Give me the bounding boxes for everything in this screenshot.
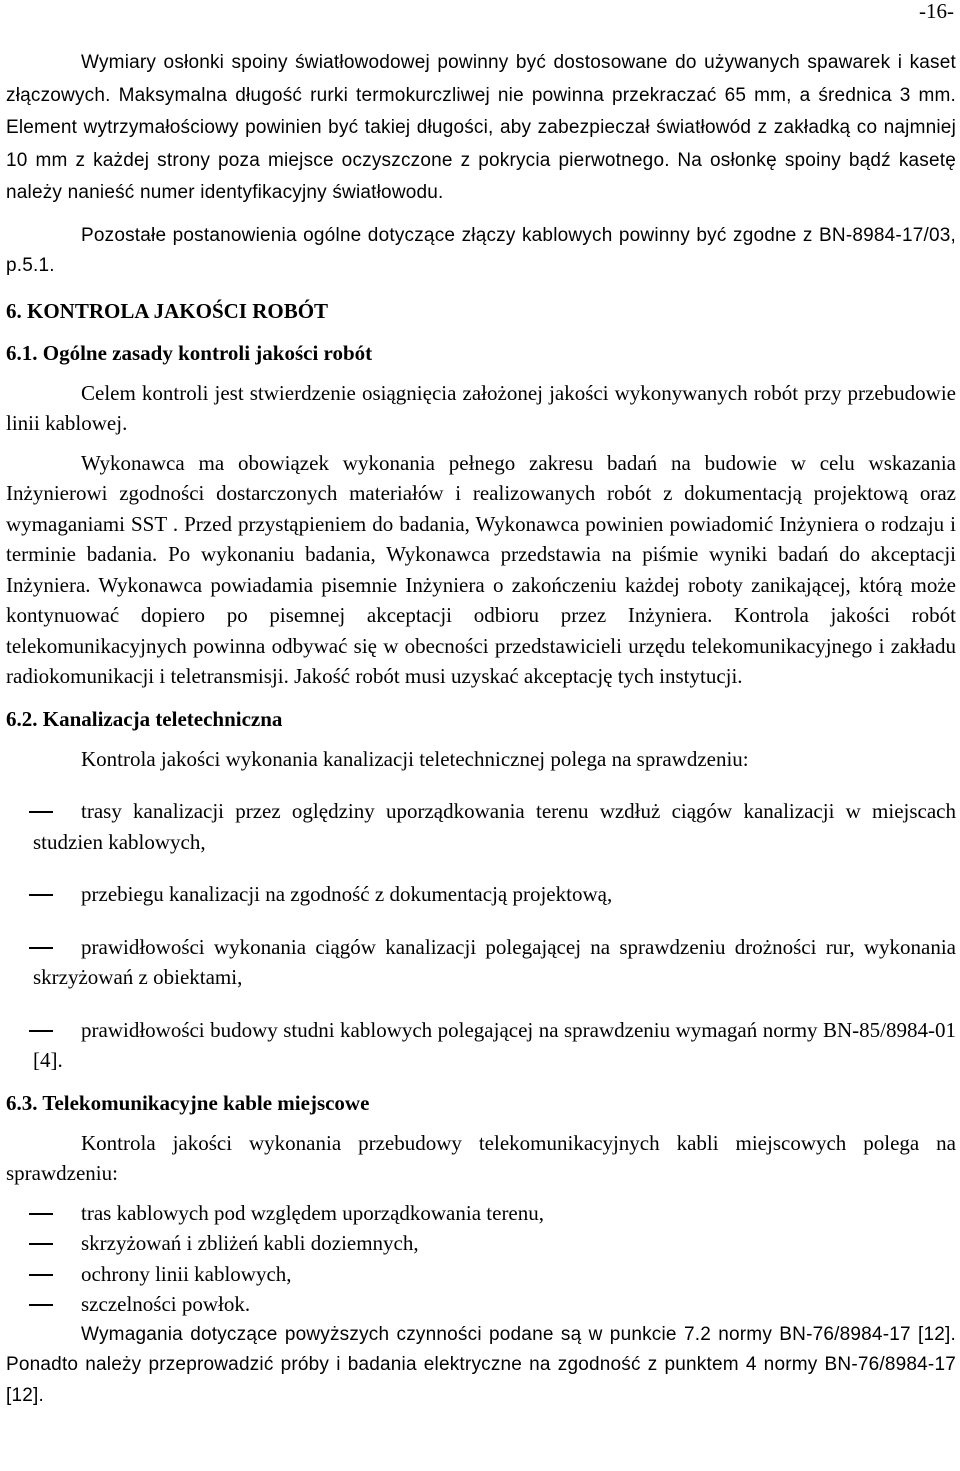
list-item bbox=[6, 879, 956, 910]
cable-check-list bbox=[6, 1198, 956, 1320]
duct-check-list bbox=[6, 796, 956, 1076]
subsection-heading-local-cables: 6.3. Telekomunikacyjne kable miejscowe bbox=[6, 1090, 370, 1115]
list-item bbox=[6, 1228, 956, 1259]
list-item bbox=[6, 1259, 956, 1290]
paragraph-duct-control-intro: Kontrola jakości wykonania kanalizacji teletechnicznej polega na sprawdzeniu: bbox=[81, 746, 749, 771]
list-item bbox=[6, 1015, 956, 1076]
dash-bullet-icon bbox=[29, 894, 53, 896]
paragraph-cable-requirements: Wymagania dotyczące powyższych czynności podane są w punkcie 7.2 normy BN-76/8984-17 [12]. Ponadto należy przeprowadzić próby i badania elektryczne na zgodność z punktem 4 normy BN-76/8984-17 [12]. bbox=[6, 1323, 956, 1406]
dash-bullet-icon bbox=[29, 811, 53, 813]
subsection-heading-general-rules: 6.1. Ogólne zasady kontroli jakości robót bbox=[6, 340, 373, 365]
paragraph-text: Wymiary osłonki spoiny światłowodowej powinny być dostosowane do używanych spawarek i kaset złączowych. Maksymalna długość rurki termokurczliwej nie powinna przekraczać 65 mm, a średnica 3 mm. Element wytrzymałościowy powinien być takiej długości, aby zabezpieczał światłowód z zakładką co najmniej 10 mm z każdej strony poza miejsce oczyszczone z pokrycia pierwotnego. bbox=[6, 52, 956, 171]
dash-bullet-icon bbox=[29, 1213, 53, 1215]
list-item-text: szczelności powłok. bbox=[81, 1292, 251, 1316]
list-item-text: trasy kanalizacji przez oględziny uporządkowania terenu wzdłuż ciągów kanalizacji w miejscach studzien kablowych, bbox=[33, 799, 956, 854]
list-item-text: ochrony linii kablowych, bbox=[81, 1261, 292, 1286]
subsection-heading-teletechnical-ducts: 6.2. Kanalizacja teletechniczna bbox=[6, 706, 283, 731]
list-item bbox=[6, 796, 956, 857]
paragraph-splice-sleeve bbox=[6, 46, 956, 209]
dash-bullet-icon bbox=[29, 1274, 53, 1276]
list-item bbox=[6, 932, 956, 993]
list-item bbox=[6, 1198, 956, 1229]
paragraph-cable-control-intro: Kontrola jakości wykonania przebudowy telekomunikacyjnych kabli miejscowych polega na sprawdzeniu: bbox=[6, 1130, 956, 1185]
list-item bbox=[6, 1289, 956, 1320]
dash-bullet-icon bbox=[29, 1243, 53, 1245]
dash-bullet-icon bbox=[29, 1030, 53, 1032]
list-item-text: skrzyżowań i zbliżeń kabli doziemnych, bbox=[81, 1231, 419, 1255]
list-item-text: tras kablowych pod względem uporządkowania terenu, bbox=[81, 1200, 545, 1225]
list-item-text: prawidłowości budowy studni kablowych polegającej na sprawdzeniu wymagań normy BN-85/8984-01 [4]. bbox=[33, 1017, 956, 1072]
dash-bullet-icon bbox=[29, 947, 53, 949]
document-body bbox=[6, 46, 956, 1411]
paragraph-control-purpose: Celem kontroli jest stwierdzenie osiągnięcia założonej jakości wykonywanych robót przy przebudowie linii kablowej. bbox=[6, 380, 956, 435]
list-item-text: przebiegu kanalizacji na zgodność z dokumentacją projektową, bbox=[81, 882, 613, 906]
dash-bullet-icon bbox=[29, 1304, 53, 1306]
paragraph-contractor-duties: Wykonawca ma obowiązek wykonania pełnego zakresu badań na budowie w celu wskazania Inżynierowi zgodności dostarczonych materiałów i realizowanych robót z dokumentacją projektową oraz wymaganiami SST . Przed przystąpieniem do badania, Wykonawca powinien powiadomić Inżyniera o rodzaju i terminie badania. Po wykonaniu badania, Wykonawca przedstawia na piśmie wyniki badań do akceptacji Inżyniera. Wykonawca powiadamia pisemnie Inżyniera o zakończeniu każdej roboty zanikającej, którą może kontynuować dopiero po pisemnej akceptacji odbioru przez Inżyniera. Kontrola jakości robót telekomunikacyjnych powinna odbywać się w obecności przedstawicieli urzędu telekomunikacyjnego i zakładu radiokomunikacji i teletransmisji. Jakość robót musi uzyskać akceptację tych instytucji. bbox=[6, 450, 956, 688]
page-number: -16- bbox=[919, 0, 954, 23]
paragraph-general-provisions: Pozostałe postanowienia ogólne dotyczące złączy kablowych powinny być zgodne z BN-8984-17/03, p.5.1. bbox=[6, 224, 956, 276]
list-item-text: prawidłowości wykonania ciągów kanalizacji polegającej na sprawdzeniu drożności rur, wykonania skrzyżowań z obiektami, bbox=[33, 934, 956, 989]
paragraph-text-id: Na osłonkę spoiny bądź kasetę należy nanieść numer identyfikacyjny światłowodu. bbox=[6, 149, 956, 203]
section-heading-quality-control: 6. KONTROLA JAKOŚCI ROBÓT bbox=[6, 298, 329, 323]
